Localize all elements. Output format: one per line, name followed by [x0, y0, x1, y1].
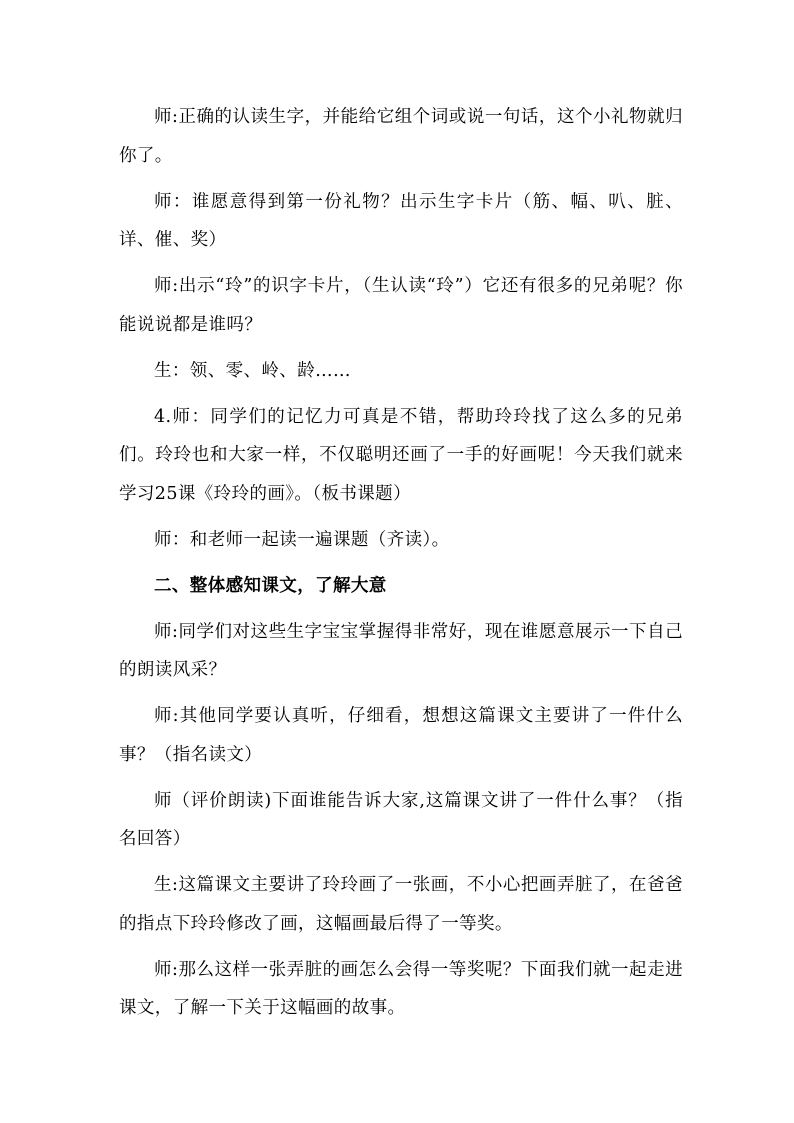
paragraph-enter-text: 师:那么这样一张弄脏的画怎么会得一等奖呢？下面我们就一起走进课文，了解一下关于这幅画的故事。 — [119, 959, 683, 1018]
paragraph-evaluate-reading: 师（评价朗读)下面谁能告诉大家,这篇课文讲了一件什么事？（指名回答） — [119, 790, 683, 849]
paragraph-student-answer: 生：领、零、岭、龄…… — [154, 360, 351, 381]
paragraph-listen-carefully: 师:其他同学要认真听，仔细看，想想这篇课文主要讲了一件什么事？（指名读文） — [119, 706, 683, 765]
paragraph-first-gift: 师：谁愿意得到第一份礼物？出示生字卡片（筋、幅、叭、脏、详、催、奖） — [119, 191, 683, 250]
document-body — [119, 98, 683, 1035]
paragraph-reading-showcase: 师:同学们对这些生字宝宝掌握得非常好，现在谁愿意展示一下自己的朗读风采？ — [119, 621, 683, 680]
paragraph-summary-answer: 生:这篇课文主要讲了玲玲画了一张画，不小心把画弄脏了，在爸爸的指点下玲玲修改了画，这幅画最后得了一等奖。 — [119, 875, 683, 934]
paragraph-read-title: 师：和老师一起读一遍课题（齐读）。 — [154, 529, 450, 550]
section-heading: 二、整体感知课文，了解大意 — [154, 575, 387, 596]
paragraph-lesson-title: 4.师：同学们的记忆力可真是不错，帮助玲玲找了这么多的兄弟们。玲玲也和大家一样，不仅聪明还画了一手的好画呢！今天我们就来学习25课《玲玲的画》。（板书课题） — [119, 406, 683, 504]
paragraph-gift-intro: 师:正确的认读生字，并能给它组个词或说一句话，这个小礼物就归你了。 — [119, 107, 683, 166]
paragraph-ling-card: 师:出示“玲”的识字卡片，（生认读“玲”）它还有很多的兄弟呢？你能说说都是谁吗？ — [119, 276, 683, 335]
